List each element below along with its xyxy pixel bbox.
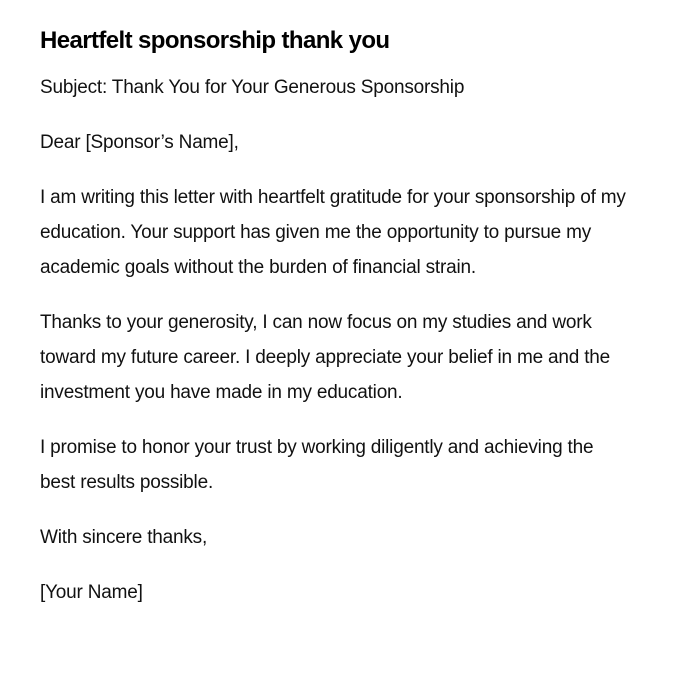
letter-paragraph: I am writing this letter with heartfelt gratitude for your sponsorship of my education. Your support has given me the opportunity to pursue my academic goals without the burden of financial strain.	[40, 187, 626, 278]
letter-paragraph: I promise to honor your trust by working diligently and achieving the best results possible.	[40, 437, 594, 493]
letter-greeting: Dear [Sponsor’s Name],	[40, 132, 239, 153]
letter-subject: Subject: Thank You for Your Generous Sponsorship	[40, 77, 465, 98]
letter-paragraph: Thanks to your generosity, I can now focus on my studies and work toward my future career. I deeply appreciate your belief in me and the investment you have made in my education.	[40, 312, 611, 403]
document-title: Heartfelt sponsorship thank you	[40, 27, 390, 54]
letter-closing: With sincere thanks,	[40, 527, 208, 548]
letter-signature: [Your Name]	[40, 582, 143, 603]
